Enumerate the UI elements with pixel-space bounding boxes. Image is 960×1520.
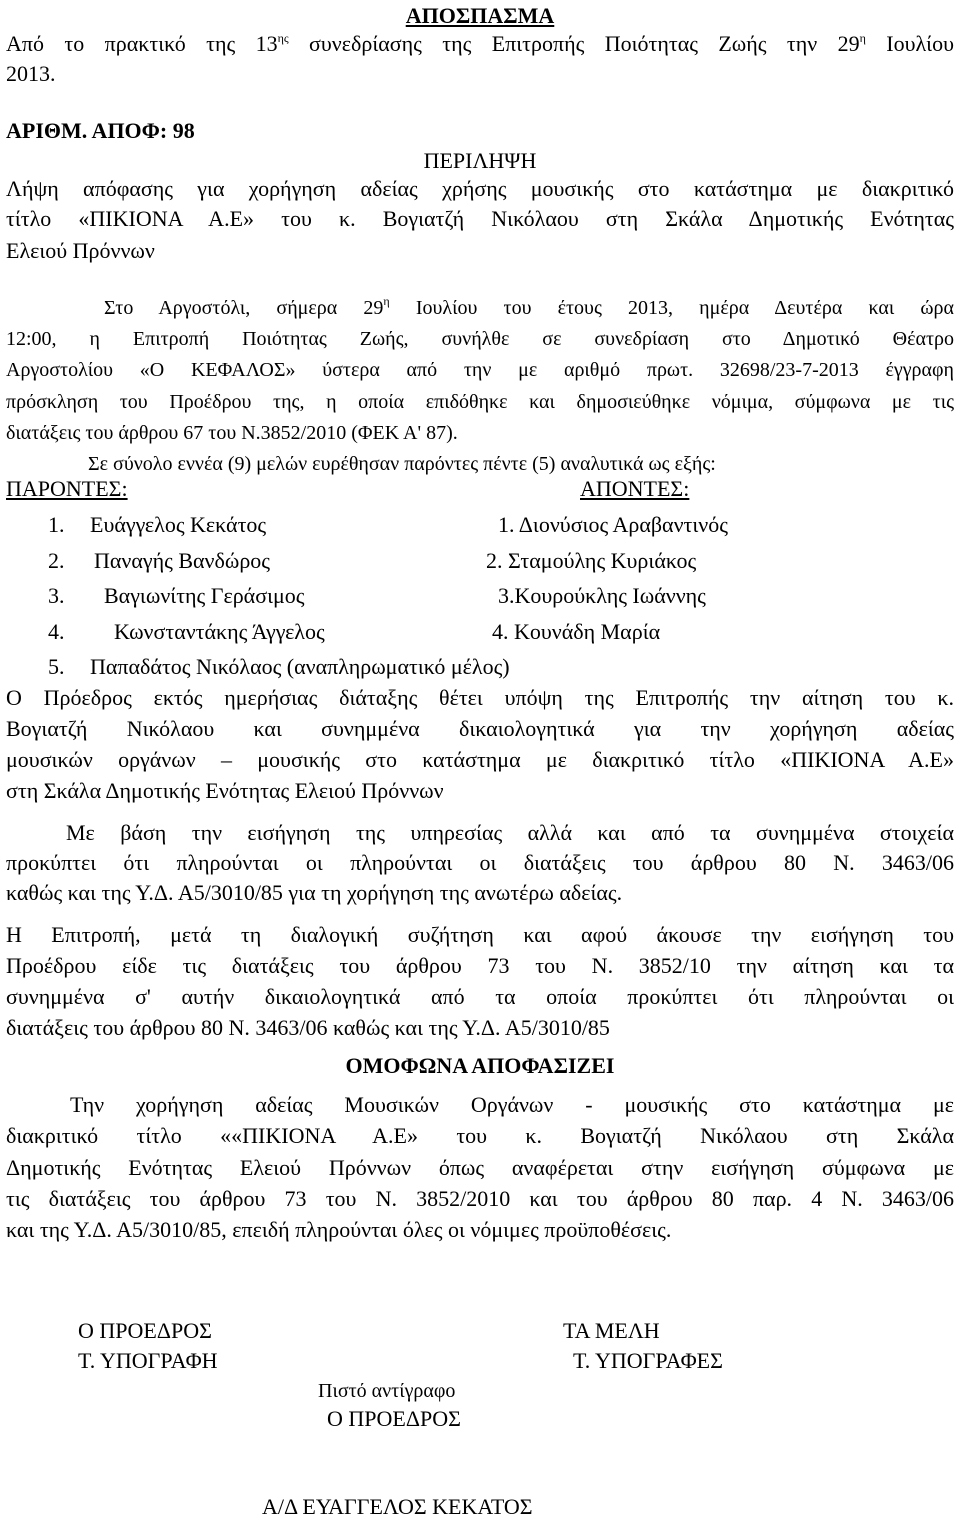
recommendation-line: καθώς και της Υ.Δ. Α5/3010/85 για τη χορήγηση της ανωτέρω αδείας. — [6, 880, 623, 905]
absent-name: 1. Διονύσιος Αραβαντινός — [498, 512, 728, 537]
present-num: 3. — [48, 583, 65, 608]
absent-label: ΑΠΟΝΤΕΣ: — [580, 476, 690, 501]
present-num: 2. — [48, 548, 65, 573]
unanimous-heading: ΟΜΟΦΩΝΑ ΑΠΟΦΑΣΙΖΕΙ — [345, 1053, 615, 1078]
signature-members-sign: Τ. ΥΠΟΓΡΑΦΕΣ — [573, 1348, 723, 1373]
summary-line: Ελειού Πρόννων — [6, 238, 155, 263]
decision-line: Την χορήγηση αδείας Μουσικών Οργάνων - μουσικής στο κατάστημα με — [70, 1092, 954, 1117]
present-num: 5. — [48, 654, 65, 679]
present-num: 1. — [48, 512, 65, 537]
decision-line: διακριτικό τίτλο ««ΠΙΚΙΟΝΑ Α.Ε» του κ. Βογιατζή Νικόλαου στη Σκάλα — [6, 1123, 954, 1148]
committee-line: Η Επιτροπή, μετά τη διαλογική συζήτηση και αφού άκουσε την εισήγηση του — [6, 922, 954, 947]
summary-heading: ΠΕΡΙΛΗΨΗ — [423, 148, 537, 173]
decision-line: τις διατάξεις του άρθρου 73 του Ν. 3852/2010 και του άρθρου 80 παρ. 4 Ν. 3463/06 — [6, 1186, 954, 1211]
signatory-name: Α/Δ ΕΥΑΓΓΕΛΟΣ ΚΕΚΑΤΟΣ — [262, 1494, 533, 1519]
committee-line: Προέδρου είδε τις διατάξεις του άρθρου 73 του Ν. 3852/10 την αίτηση και τα — [6, 953, 954, 978]
summary-line: Λήψη απόφασης για χορήγηση αδείας χρήσης μουσικής στο κατάστημα με διακριτικό — [6, 176, 954, 201]
meeting-line: 12:00, η Επιτροπή Ποιότητας Ζωής, συνήλθε σε συνεδρίαση στο Δημοτικό Θέατρο — [6, 328, 954, 350]
meeting-line: Στο Αργοστόλι, σήμερα $29^\eta$ Ιουλίου του έτους 2013, ημέρα Δευτέρα και ώρα — [104, 294, 954, 319]
signature-members: ΤΑ ΜΕΛΗ — [563, 1318, 660, 1343]
intro-line: Από το πρακτικό της $13^{\eta\varsigma}$ συνεδρίασης της Επιτροπής Ποιότητας Ζωής την $29^\eta$ Ιουλίου — [6, 31, 954, 56]
meeting-line: διατάξεις του άρθρου 67 του Ν.3852/2010 (ΦΕΚ Α' 87). — [6, 422, 458, 444]
absent-name: 4. Κουνάδη Μαρία — [492, 619, 661, 644]
copy-president: Ο ΠΡΟΕΔΡΟΣ — [327, 1406, 461, 1431]
president-para-line: στη Σκάλα Δημοτικής Ενότητας Ελειού Πρόννων — [6, 778, 444, 803]
summary-line: τίτλο «ΠΙΚΙΟΝΑ Α.Ε» του κ. Βογιατζή Νικόλαου στη Σκάλα Δημοτικής Ενότητας — [6, 206, 954, 231]
president-para-line: μουσικών οργάνων – μουσικής στο κατάστημα με διακριτικό τίτλο «ΠΙΚΙΟΝΑ Α.Ε» — [6, 747, 954, 772]
present-name: Κωνσταντάκης Άγγελος — [114, 619, 325, 644]
present-label: ΠΑΡΟΝΤΕΣ: — [6, 476, 128, 501]
president-para-line: Ο Πρόεδρος εκτός ημερήσιας διάταξης θέτει υπόψη της Επιτροπής την αίτηση του κ. — [6, 685, 954, 710]
present-name: Παπαδάτος Νικόλαος (αναπληρωματικό μέλος) — [90, 654, 510, 679]
decision-number: ΑΡΙΘΜ. ΑΠΟΦ: 98 — [6, 118, 195, 143]
copy-label: Πιστό αντίγραφο — [318, 1380, 456, 1402]
intro-year: 2013. — [6, 61, 56, 86]
signature-president: Ο ΠΡΟΕΔΡΟΣ — [78, 1318, 212, 1343]
absent-name: 2. Σταμούλης Κυριάκος — [486, 548, 697, 573]
decision-line: και της Υ.Δ. Α5/3010/85, επειδή πληρούνται όλες οι νόμιμες προϋποθέσεις. — [6, 1217, 672, 1242]
document-title: ΑΠΟΣΠΑΣΜΑ — [405, 3, 555, 28]
president-para-line: Βογιατζή Νικόλαου και συνημμένα δικαιολογητικά για την χορήγηση αδείας — [6, 716, 954, 741]
recommendation-line: Με βάση την εισήγηση της υπηρεσίας αλλά και από τα συνημμένα στοιχεία — [66, 820, 954, 845]
meeting-line: πρόσκληση του Προέδρου της, η οποία επιδόθηκε και δημοσιεύθηκε νόμιμα, σύμφωνα με τις — [6, 391, 954, 413]
signature-president-sign: Τ. ΥΠΟΓΡΑΦΗ — [78, 1348, 218, 1373]
present-name: Ευάγγελος Κεκάτος — [90, 512, 267, 537]
decision-line: Δημοτικής Ενότητας Ελειού Πρόννων όπως αναφέρεται στην εισήγηση σύμφωνα με — [6, 1155, 954, 1180]
absent-name: 3.Κουρούκλης Ιωάννης — [498, 583, 706, 608]
meeting-line: Σε σύνολο εννέα (9) μελών ευρέθησαν παρόντες πέντε (5) αναλυτικά ως εξής: — [88, 453, 716, 475]
recommendation-line: προκύπτει ότι πληρούνται οι πληρούνται οι διατάξεις του άρθρου 80 Ν. 3463/06 — [6, 850, 954, 875]
present-num: 4. — [48, 619, 65, 644]
present-name: Βαγιωνίτης Γεράσιμος — [104, 583, 305, 608]
committee-line: συνημμένα σ' αυτήν δικαιολογητικά από τα οποία προκύπτει ότι πληρούνται οι — [6, 984, 954, 1009]
committee-line: διατάξεις του άρθρου 80 Ν. 3463/06 καθώς και της Υ.Δ. Α5/3010/85 — [6, 1015, 610, 1040]
present-name: Παναγής Βανδώρος — [94, 548, 271, 573]
meeting-line: Αργοστολίου «Ο ΚΕΦΑΛΟΣ» ύστερα από την με αριθμό πρωτ. 32698/23-7-2013 έγγραφη — [6, 359, 954, 381]
